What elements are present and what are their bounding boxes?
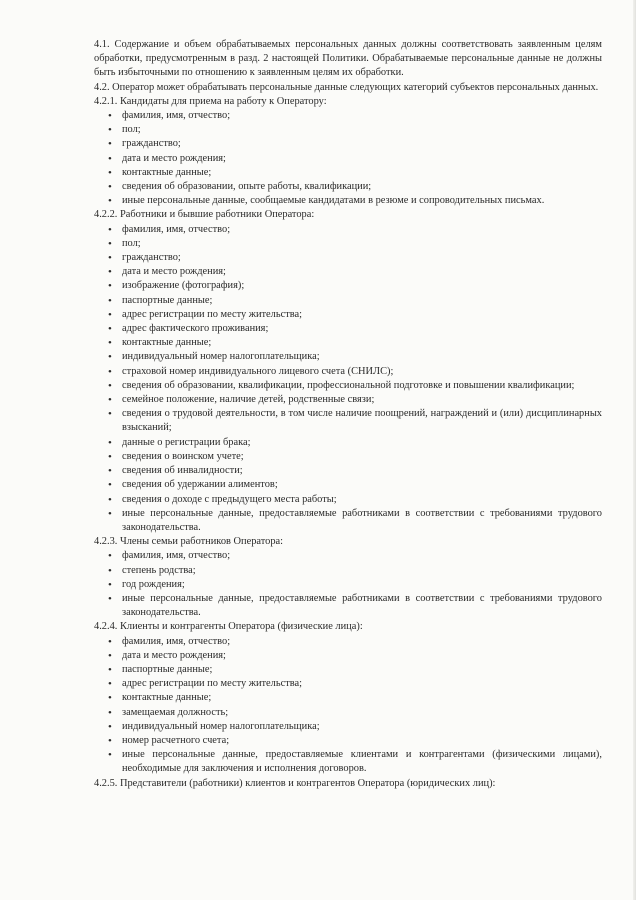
list-item: • пол; xyxy=(108,123,602,137)
subject-categories xyxy=(94,95,602,791)
list-item: • изображение (фотография); xyxy=(108,279,602,293)
list-item: • страховой номер индивидуального лицевого счета (СНИЛС); xyxy=(108,365,602,379)
list-item: • семейное положение, наличие детей, родственные связи; xyxy=(108,393,602,407)
list-item: • степень родства; xyxy=(108,564,602,578)
list-item: • контактные данные; xyxy=(108,166,602,180)
section-4-2-5 xyxy=(94,777,602,791)
list-item: • адрес фактического проживания; xyxy=(108,322,602,336)
section-4-2-2 xyxy=(94,208,602,535)
section-4-2-3 xyxy=(94,535,602,620)
list-item: • фамилия, имя, отчество; xyxy=(108,635,602,649)
list-item: • сведения об удержании алиментов; xyxy=(108,478,602,492)
section-heading: 4.2.3. Члены семьи работников Оператора: xyxy=(94,536,284,548)
section-heading: 4.2.4. Клиенты и контрагенты Оператора (физические лица): xyxy=(94,621,363,633)
list-item: • сведения об образовании, квалификации, профессиональной подготовке и повышении квалификации; xyxy=(108,379,602,393)
list-item: • данные о регистрации брака; xyxy=(108,436,602,450)
list-item: • паспортные данные; xyxy=(108,663,602,677)
list-item: • адрес регистрации по месту жительства; xyxy=(108,308,602,322)
list-item: • сведения о доходе с предыдущего места работы; xyxy=(108,493,602,507)
section-heading: 4.2.5. Представители (работники) клиентов и контрагентов Оператора (юридических лиц): xyxy=(94,777,496,789)
list-item: • пол; xyxy=(108,237,602,251)
bullet-list xyxy=(94,109,602,208)
list-item: • иные персональные данные, предоставляемые работниками в соответствии с требованиями трудового законодательства. xyxy=(108,592,602,620)
list-item: • паспортные данные; xyxy=(108,294,602,308)
section-heading: 4.2.1. Кандидаты для приема на работу к Оператору: xyxy=(94,95,327,107)
paragraph-4-2: 4.2. Оператор может обрабатывать персональные данные следующих категорий субъектов персональных данных. xyxy=(94,81,599,93)
list-item: • дата и место рождения; xyxy=(108,152,602,166)
list-item: • номер расчетного счета; xyxy=(108,734,602,748)
list-item: • индивидуальный номер налогоплательщика; xyxy=(108,720,602,734)
bullet-list xyxy=(94,549,602,620)
paragraph-4-1: 4.1. Содержание и объем обрабатываемых персональных данных должны соответствовать заявленным целям обработки, предусмотренным в разд. 2 настоящей Политики. Обрабатываемые персональные данные не должны быть избыточными по отношению к заявленным целям их обработки. xyxy=(94,39,602,79)
bullet-list xyxy=(94,223,602,535)
list-item: • гражданство; xyxy=(108,251,602,265)
list-item: • сведения об инвалидности; xyxy=(108,464,602,478)
list-item: • контактные данные; xyxy=(108,336,602,350)
section-4-2-4 xyxy=(94,620,602,776)
list-item: • замещаемая должность; xyxy=(108,706,602,720)
list-item: • иные персональные данные, предоставляемые клиентами и контрагентами (физическими лицами), необходимые для заключения и исполнения договоров. xyxy=(108,748,602,776)
list-item: • адрес регистрации по месту жительства; xyxy=(108,677,602,691)
bullet-list xyxy=(94,635,602,777)
list-item: • иные персональные данные, предоставляемые работниками в соответствии с требованиями трудового законодательства. xyxy=(108,507,602,535)
list-item: • год рождения; xyxy=(108,578,602,592)
section-4-2-1 xyxy=(94,95,602,209)
list-item: • фамилия, имя, отчество; xyxy=(108,549,602,563)
list-item: • сведения о воинском учете; xyxy=(108,450,602,464)
list-item: • контактные данные; xyxy=(108,691,602,705)
list-item: • иные персональные данные, сообщаемые кандидатами в резюме и сопроводительных письмах. xyxy=(108,194,602,208)
list-item: • индивидуальный номер налогоплательщика; xyxy=(108,350,602,364)
section-heading: 4.2.2. Работники и бывшие работники Оператора: xyxy=(94,209,315,221)
list-item: • фамилия, имя, отчество; xyxy=(108,223,602,237)
list-item: • фамилия, имя, отчество; xyxy=(108,109,602,123)
list-item: • дата и место рождения; xyxy=(108,649,602,663)
list-item: • гражданство; xyxy=(108,137,602,151)
list-item: • сведения об образовании, опыте работы, квалификации; xyxy=(108,180,602,194)
list-item: • дата и место рождения; xyxy=(108,265,602,279)
list-item: • сведения о трудовой деятельности, в том числе наличие поощрений, награждений и (или) дисциплинарных взысканий; xyxy=(108,407,602,435)
